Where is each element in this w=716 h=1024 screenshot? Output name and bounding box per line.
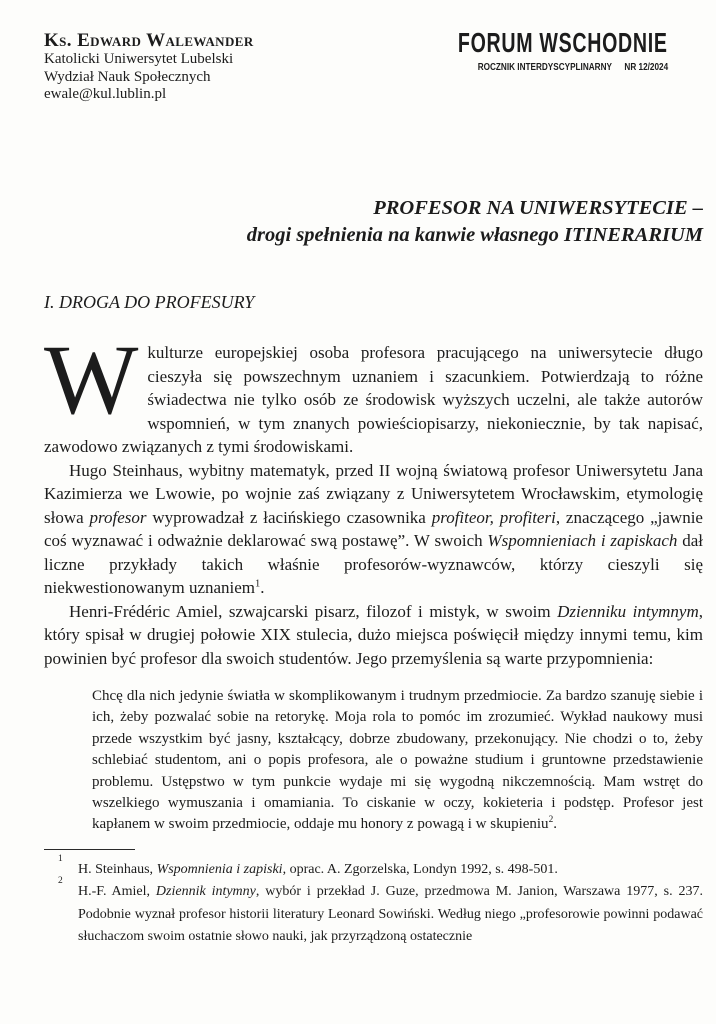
dropcap-letter: W bbox=[44, 324, 139, 435]
author-affiliation-faculty: Wydział Nauk Społecznych bbox=[44, 68, 211, 85]
footnote-1-text: H. Steinhaus, Wspomnienia i zapiski, oprac. A. Zgorzelska, Londyn 1992, s. 498-501. bbox=[78, 861, 558, 877]
footnote-rule bbox=[44, 849, 135, 850]
block-quote: Chcę dla nich jedynie światła w skomplikowanym i trudnym przedmiocie. Za bardzo szanuję siebie i ich, żeby pozwalać sobie na retorykę. Moja rola to pomóc im zrozumieć. Wykład naukowy musi przede wszystkim być jasny, kształcący, dobrze zbudowany, przekonujący. Nie chodzi o to, żeby schlebiać studentom, ani o popis profesora, ale o poważne studium i gruntowne przedstawienie problemu. Ustępstwo w tym punkcie wydaje mi się wygodną nikczemnością. Mam wstręt do wszelkiego wymuszania i omamiania. To ciskanie w oczy, kokieteria i podstęp. Profesor jest kapłanem w swoim przedmiocie, oddaje mu honory z powagą i w skupieniu$^2$. bbox=[92, 688, 703, 833]
paragraph-1-text: kulturze europejskiej osoba profesora pracującego na uniwersytecie długo cieszyła się powszechnym uznaniem i szacunkiem. Potwierdzają to różne świadectwa nie tylko osób ze środowisk wyższych uczelni, ale także autorów wspomnień, w tym znanych powieściopisarzy, niekoniecznie, by tak napisać, zawodowo związanych z tymi środowiskami. bbox=[44, 343, 703, 456]
author-affiliation-university: Katolicki Uniwersytet Lubelski bbox=[44, 51, 234, 67]
journal-name: FORUM WSCHODNIE bbox=[458, 27, 668, 58]
paragraph-2: Hugo Steinhaus, wybitny matematyk, przed II wojną światową profesor Uniwersytetu Jana Kazimierza we Lwowie, po wojnie zaś związany z Uniwersytetem Wrocławskim, etymologię słowa profesor wyprowadzał z łacińskiego czasownika profiteor, profiteri, znaczącego „jawnie coś wyznawać i odważnie deklarować swą postawę”. W swoich Wspomnieniach i zapiskach dał liczne przykłady takich właśnie profesorów-wyznawców, którzy cieszyli się niekwestionowanym uznaniem$^1$. bbox=[44, 460, 703, 597]
footnote-2-text: H.-F. Amiel, Dziennik intymny, wybór i przekład J. Guze, przedmowa M. Janion, Warszawa 1977, s. 237. Podobnie wyznał profesor historii literatury Leonard Sowiński. Według niego „profesorowie powinni podawać słuchaczom swoim ostatnie słowo nauki, jak przyrządzoną ostatecznie bbox=[78, 884, 703, 945]
article-title-line2: drogi spełnienia na kanwie własnego ITINERARIUM bbox=[246, 224, 703, 246]
page-header bbox=[44, 27, 703, 102]
paragraph-1 bbox=[44, 324, 703, 459]
footnote-1: 1 H. Steinhaus, Wspomnienia i zapiski, oprac. A. Zgorzelska, Londyn 1992, s. 498-501. bbox=[58, 853, 558, 877]
footnotes-section bbox=[44, 849, 703, 949]
author-name: Ks. Edward Walewander bbox=[44, 30, 254, 51]
paragraph-3: Henri-Frédéric Amiel, szwajcarski pisarz, filozof i mistyk, w swoim Dzienniku intymnym, który spisał w drugiej połowie XIX stulecia, dużo miejsca poświęcił między innymi temu, kim powinien być profesor dla swoich studentów. Jego przemyślenia są warte przypomnienia: bbox=[44, 601, 703, 668]
journal-block bbox=[368, 27, 668, 75]
journal-subtitle: ROCZNIK INTERDYSCYPLINARNY bbox=[477, 61, 612, 73]
article-body bbox=[44, 324, 703, 836]
journal-subtitle-line bbox=[478, 61, 668, 73]
article-title-line1: PROFESOR NA UNIWERSYTECIE – bbox=[373, 197, 703, 219]
journal-issue: NR 12/2024 bbox=[624, 61, 668, 73]
author-email: ewale@kul.lublin.pl bbox=[44, 86, 167, 102]
footnote-2: 2 H.-F. Amiel, Dziennik intymny, wybór i przekład J. Guze, przedmowa M. Janion, Warszawa 1977, s. 237. Podobnie wyznał profesor historii literatury Leonard Sowiński. Według niego „profesorowie powinni podawać słuchaczom swoim ostatnie słowo nauki, jak przyrządzoną ostatecznie bbox=[58, 876, 703, 945]
article-title bbox=[44, 195, 703, 249]
section-heading: I. DROGA DO PROFESURY bbox=[44, 292, 255, 312]
